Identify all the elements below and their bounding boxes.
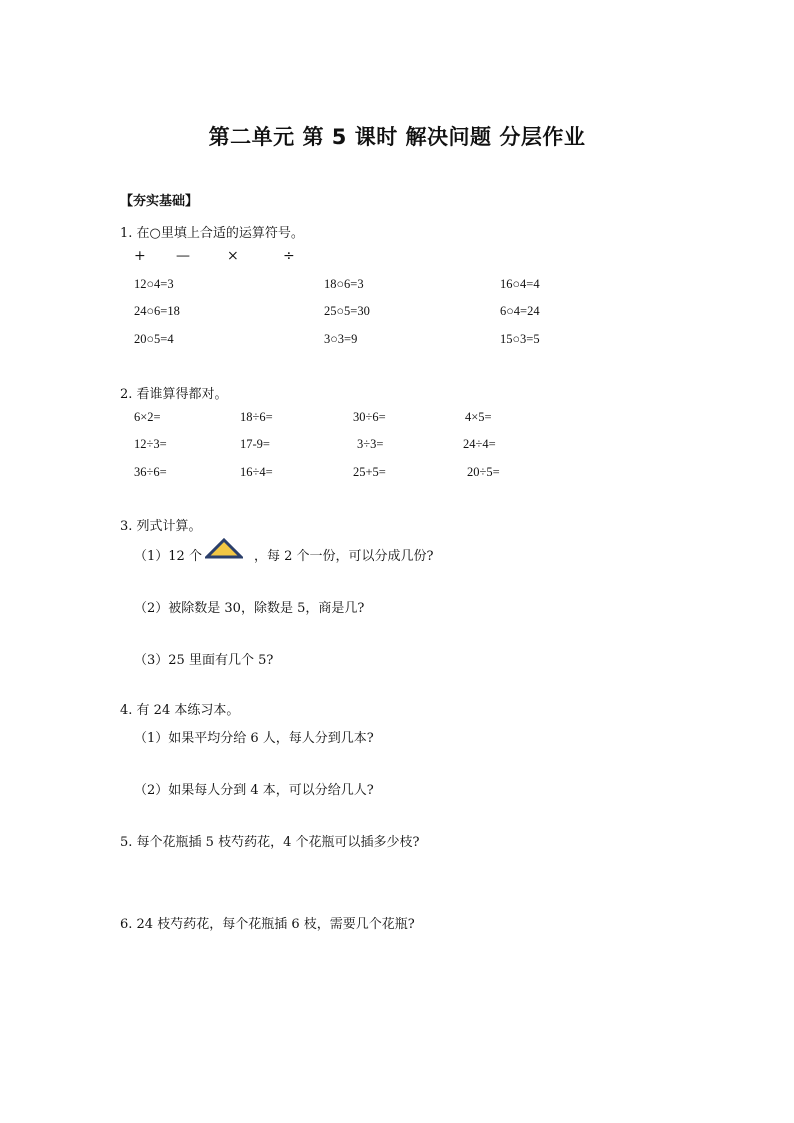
q1-prompt: 1. 在○里填上合适的运算符号。 (120, 226, 304, 241)
q1-symbol-times: × (227, 248, 239, 264)
q4-prompt: 4. 有 24 本练习本。 (120, 703, 240, 718)
q1-item: 24○6=18 (134, 304, 180, 318)
q3-part1-suffix: ，每 2 个一份，可以分成几份? (254, 549, 434, 564)
triangle-icon (205, 538, 243, 560)
q2-item: 3÷3= (357, 437, 384, 451)
q1-item: 20○5=4 (134, 332, 174, 346)
q1-item: 6○4=24 (500, 304, 540, 318)
q2-item: 17-9= (240, 437, 270, 451)
q2-item: 4×5= (465, 410, 492, 424)
q1-item: 3○3=9 (324, 332, 358, 346)
q2-item: 20÷5= (467, 465, 500, 479)
q1-symbol-minus: — (176, 248, 190, 264)
q1-item: 12○4=3 (134, 277, 174, 291)
q2-item: 6×2= (134, 410, 161, 424)
q1-item: 18○6=3 (324, 277, 364, 291)
q6-prompt: 6. 24 枝芍药花，每个花瓶插 6 枝，需要几个花瓶? (120, 917, 415, 932)
q2-item: 25+5= (353, 465, 386, 479)
q1-item: 25○5=30 (324, 304, 370, 318)
q2-item: 36÷6= (134, 465, 167, 479)
q3-prompt: 3. 列式计算。 (120, 519, 202, 534)
q2-item: 16÷4= (240, 465, 273, 479)
q1-symbol-plus: + (134, 248, 146, 264)
q2-item: 18÷6= (240, 410, 273, 424)
q3-part1-prefix: （1）12 个 (134, 549, 202, 564)
q3-part3: （3）25 里面有几个 5? (134, 653, 274, 668)
section-heading: 【夯实基础】 (120, 194, 199, 209)
q2-item: 12÷3= (134, 437, 167, 451)
q2-item: 30÷6= (353, 410, 386, 424)
q1-item: 15○3=5 (500, 332, 540, 346)
q4-part2: （2）如果每人分到 4 本，可以分给几人? (134, 783, 374, 798)
q1-symbol-divide: ÷ (283, 248, 295, 264)
q5-prompt: 5. 每个花瓶插 5 枝芍药花，4 个花瓶可以插多少枝? (120, 835, 420, 850)
q1-item: 16○4=4 (500, 277, 540, 291)
page-title: 第二单元 第 5 课时 解决问题 分层作业 (208, 125, 586, 149)
q4-part1: （1）如果平均分给 6 人，每人分到几本? (134, 731, 374, 746)
q2-item: 24÷4= (463, 437, 496, 451)
q2-prompt: 2. 看谁算得都对。 (120, 387, 228, 402)
q3-part2: （2）被除数是 30，除数是 5，商是几? (134, 601, 365, 616)
